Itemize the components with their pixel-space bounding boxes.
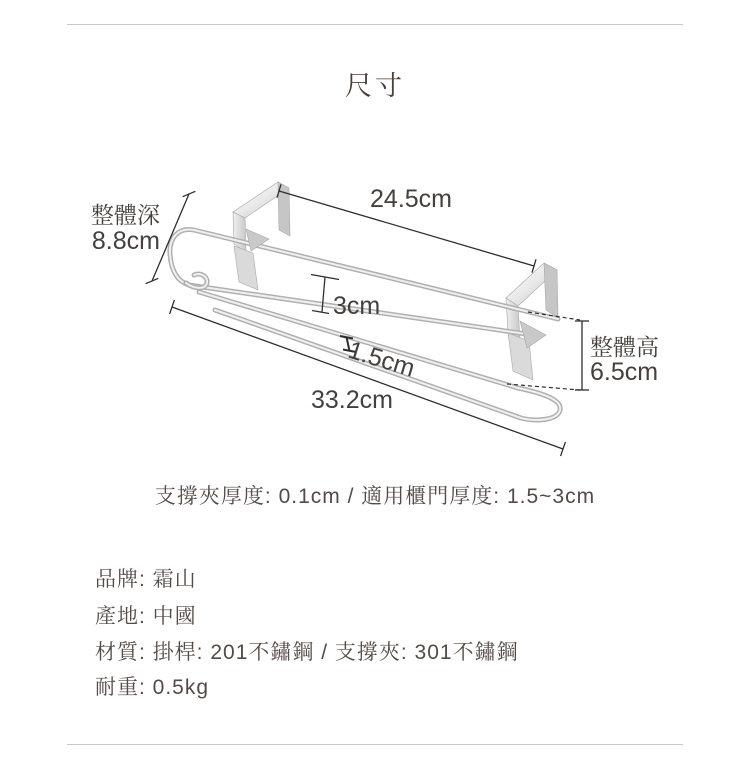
dim-label-depth <box>86 202 160 254</box>
door-clip-right <box>506 263 558 380</box>
dim-label-height <box>590 335 659 385</box>
dim-label-total-length: 33.2cm <box>311 386 393 414</box>
thickness-note: 支撐夾厚度: 0.1cm / 適用櫃門厚度: 1.5~3cm <box>154 485 596 508</box>
dim-label-depth-value: 8.8cm <box>91 227 160 255</box>
spec-weight: 耐重: 0.5kg <box>95 676 210 699</box>
dim-label-height-text: 整體高 <box>590 334 659 360</box>
page-title: 尺寸 <box>345 71 405 101</box>
spec-origin: 產地: 中國 <box>95 605 197 628</box>
dim-label-depth-text: 整體深 <box>91 202 160 228</box>
spec-brand: 品牌: 霜山 <box>95 568 197 591</box>
dim-label-rail-gap: 3cm <box>333 292 381 320</box>
dim-label-top-width: 24.5cm <box>370 185 452 213</box>
spec-material: 材質: 掛桿: 201不鏽鋼 / 支撐夾: 301不鏽鋼 <box>95 641 519 664</box>
dim-label-height-value: 6.5cm <box>590 358 659 386</box>
dim-label-bar-gap: 1.5cm <box>344 336 419 383</box>
